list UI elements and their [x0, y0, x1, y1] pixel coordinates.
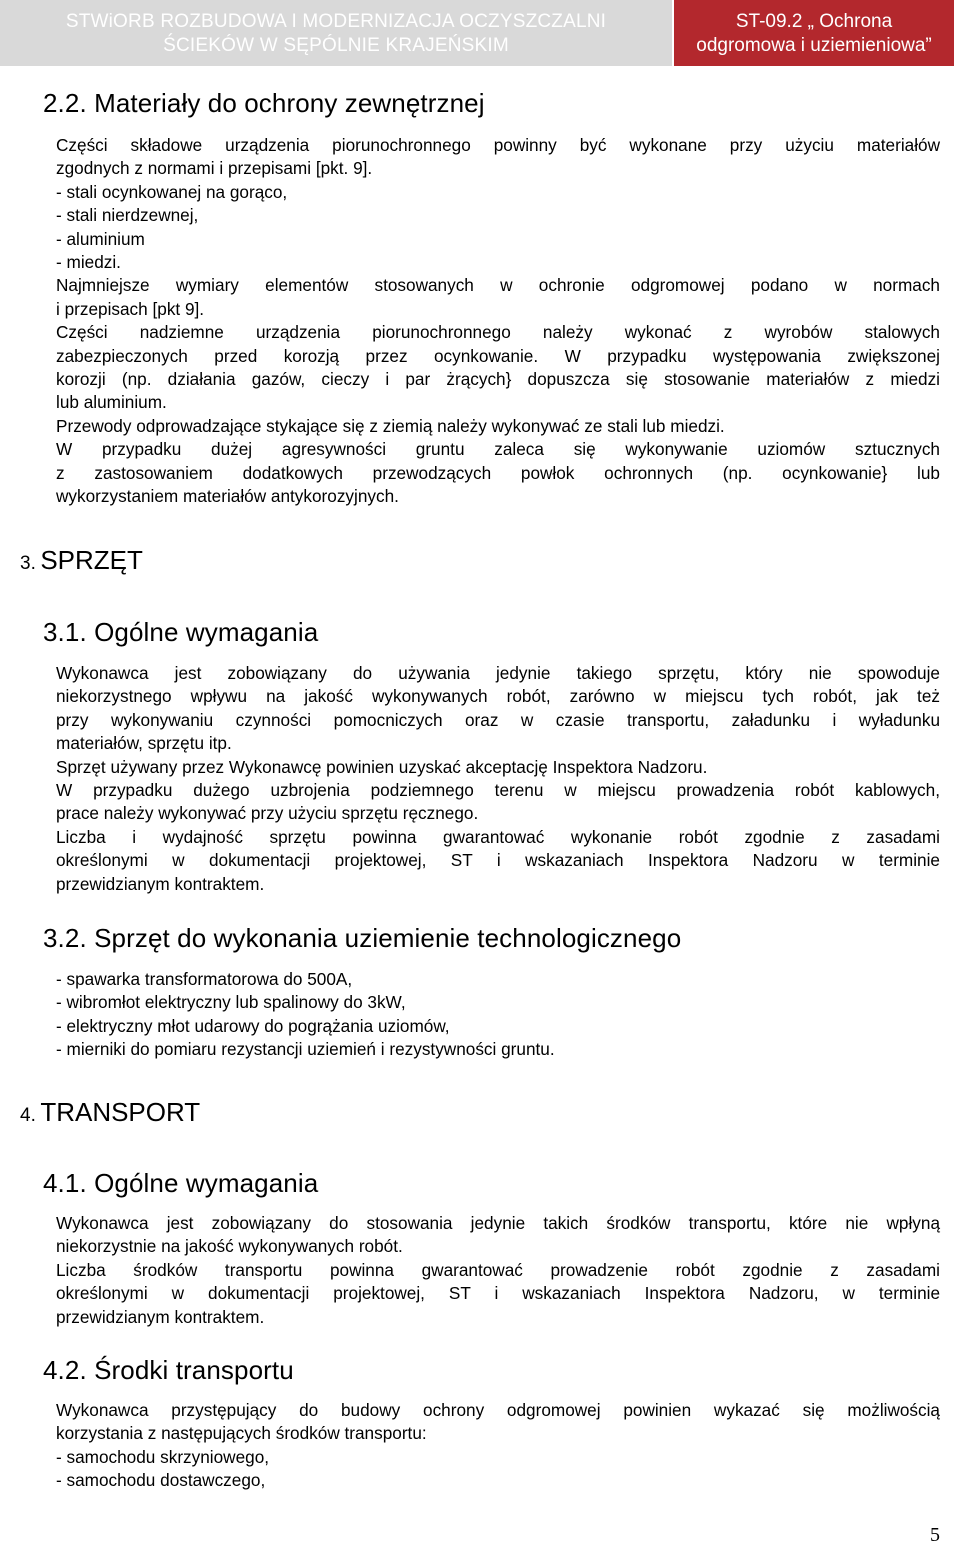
text-line: przewidzianym kontraktem. — [56, 873, 265, 894]
text-line: prace należy wykonywać przy użyciu sprzętu ręcznego. — [56, 803, 479, 824]
text-line: Przewody odprowadzające stykające się z ziemią należy wykonywać ze stali lub miedzi. — [56, 415, 725, 436]
text-line: W przypadku dużego uzbrojenia podziemnego terenu w miejscu prowadzenia robót kablowych, — [56, 780, 940, 801]
list-item: - stali nierdzewnej, — [56, 205, 199, 226]
text-line: Sprzęt używany przez Wykonawcę powinien uzyskać akceptację Inspektora Nadzoru. — [56, 756, 708, 777]
text-line: Liczba i wydajność sprzętu powinna gwarantować wykonanie robót zgodnie z zasadami — [56, 826, 940, 847]
text-line: korozji (np. działania gazów, cieczy i par żrących} dopuszcza się stosowanie materiałów z miedzi — [56, 369, 940, 390]
section-heading-4-2: 4.2. Środki transportu — [43, 1355, 294, 1385]
section-body-3-1 — [56, 662, 940, 896]
section-body-2-2 — [56, 134, 940, 509]
text-line: Liczba środków transportu powinna gwarantować prowadzenie robót zgodnie z zasadami — [56, 1259, 940, 1280]
list-item: - stali ocynkowanej na gorąco, — [56, 181, 288, 202]
document-title-banner — [0, 0, 672, 66]
section-body-3-2 — [56, 968, 940, 1062]
chapter-heading-4 — [20, 1097, 200, 1128]
spec-code-banner — [674, 0, 954, 66]
section-body-4-2 — [56, 1399, 940, 1493]
spec-code-line-1: ST-09.2 „ Ochrona — [735, 11, 893, 32]
list-item: - miedzi. — [56, 252, 121, 273]
spec-code-line-2: odgromowa i uziemieniowa” — [696, 35, 932, 56]
text-line: i przepisach [pkt 9]. — [56, 298, 205, 319]
text-line: wykorzystaniem materiałów antykorozyjnych. — [56, 486, 399, 507]
text-line: zgodnych z normami i przepisami [pkt. 9]. — [56, 158, 373, 179]
list-item: - samochodu dostawczego, — [56, 1470, 266, 1491]
document-title-line-1: STWiORB ROZBUDOWA I MODERNIZACJA OCZYSZCZALNI — [65, 11, 607, 32]
text-line: materiałów, sprzętu itp. — [56, 733, 232, 754]
list-item: - elektryczny młot udarowy do pogrążania uziomów, — [56, 1015, 450, 1036]
section-heading-2-2: 2.2. Materiały do ochrony zewnętrznej — [43, 88, 485, 118]
document-title-line-2: ŚCIEKÓW W SĘPÓLNIE KRAJEŃSKIM — [163, 35, 509, 56]
chapter-heading-3 — [20, 545, 143, 576]
text-line: Wykonawca jest zobowiązany do stosowania jedynie takich środków transportu, które nie wpłyną — [56, 1213, 940, 1233]
text-line: lub aluminium. — [56, 392, 167, 413]
chapter-title: SPRZĘT — [40, 545, 143, 575]
chapter-number: 3. — [20, 553, 36, 574]
text-line: zabezpieczonych przed korozją przez ocynkowanie. W przypadku występowania zwiększonej — [56, 345, 940, 366]
text-line: przewidzianym kontraktem. — [56, 1306, 265, 1327]
text-line: korzystania z następujących środków transportu: — [56, 1423, 427, 1444]
text-line: niekorzystnego wpływu na jakość wykonywanych robót, zarówno w miejscu tych robót, jak też — [56, 686, 940, 707]
section-heading-4-1: 4.1. Ogólne wymagania — [43, 1168, 319, 1198]
list-item: - mierniki do pomiaru rezystancji uziemień i rezystywności gruntu. — [56, 1039, 555, 1060]
text-line: przy wykonywaniu czynności pomocniczych oraz w czasie transportu, załadunku i wyładunku — [56, 709, 940, 730]
text-line: z zastosowaniem dodatkowych przewodzących powłok ochronnych (np. ocynkowanie} lub — [56, 462, 940, 483]
page-number: 5 — [930, 1524, 940, 1546]
list-item: - spawarka transformatorowa do 500A, — [56, 969, 353, 989]
section-heading-3-2: 3.2. Sprzęt do wykonania uziemienie technologicznego — [43, 923, 682, 953]
text-line: Części nadziemne urządzenia piorunochronnego należy wykonać z wyrobów stalowych — [56, 322, 940, 343]
text-line: Wykonawca jest zobowiązany do używania jedynie takiego sprzętu, który nie spowoduje — [56, 663, 940, 683]
text-line: Wykonawca przystępujący do budowy ochrony odgromowej powinien wykazać się możliwością — [56, 1400, 940, 1420]
text-line: Części składowe urządzenia piorunochronnego powinny być wykonane przy użyciu materiałów — [56, 135, 940, 155]
chapter-number: 4. — [20, 1105, 36, 1126]
text-line: Najmniejsze wymiary elementów stosowanych w ochronie odgromowej podano w normach — [56, 275, 940, 296]
section-heading-3-1: 3.1. Ogólne wymagania — [43, 617, 319, 647]
text-line: określonymi w dokumentacji projektowej, ST i wskazaniach Inspektora Nadzoru, w terminie — [56, 1283, 940, 1304]
text-line: W przypadku dużej agresywności gruntu zaleca się wykonywanie uziomów sztucznych — [56, 439, 940, 460]
list-item: - aluminium — [56, 228, 145, 249]
chapter-title: TRANSPORT — [40, 1097, 201, 1127]
text-line: określonymi w dokumentacji projektowej, ST i wskazaniach Inspektora Nadzoru w terminie — [56, 850, 940, 871]
list-item: - samochodu skrzyniowego, — [56, 1446, 270, 1467]
page-header — [0, 0, 954, 66]
text-line: niekorzystnie na jakość wykonywanych robót. — [56, 1236, 403, 1257]
list-item: - wibromłot elektryczny lub spalinowy do 3kW, — [56, 992, 406, 1013]
section-body-4-1 — [56, 1212, 940, 1329]
